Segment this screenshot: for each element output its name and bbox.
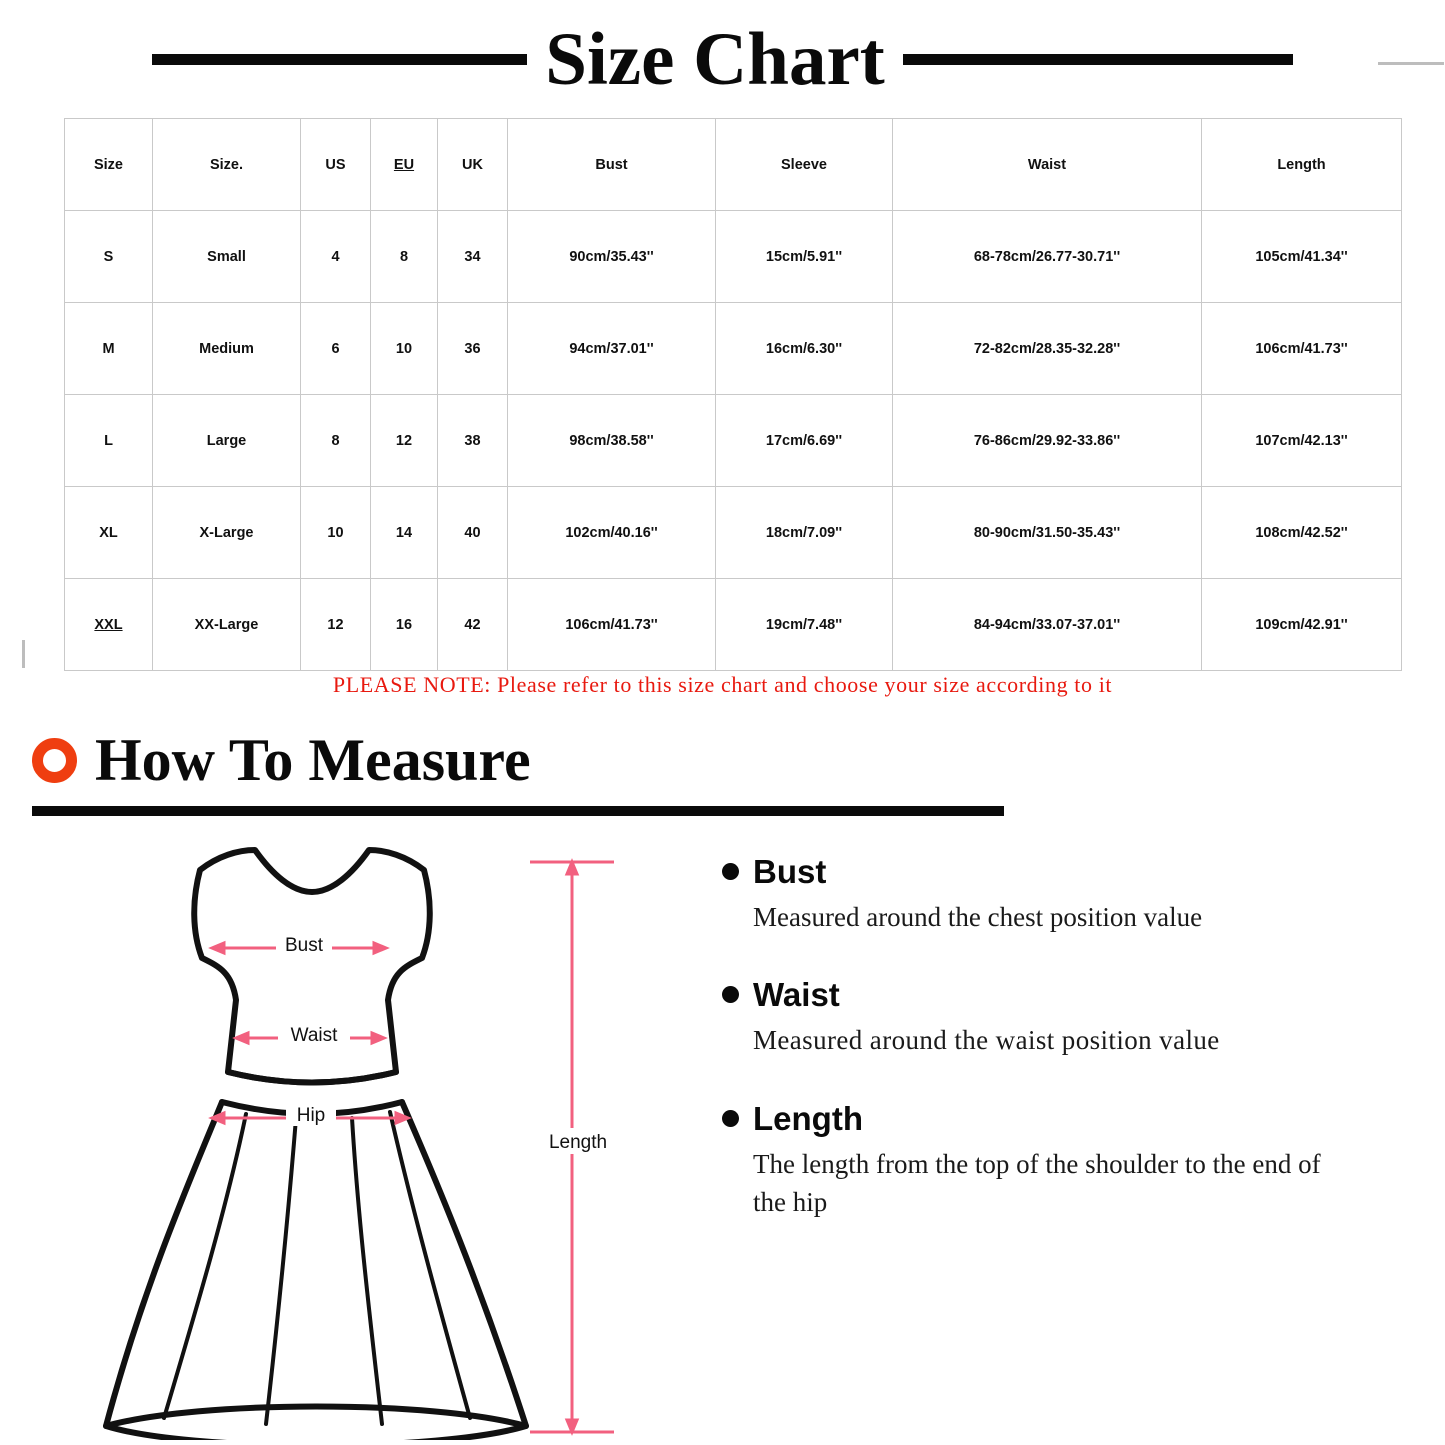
size-chart-table <box>64 118 1402 671</box>
page-title-row <box>0 18 1445 101</box>
diagram-label-hip: Hip <box>296 1105 326 1126</box>
cell-sleeve: 19cm/7.48'' <box>716 579 893 671</box>
cell-bust: 94cm/37.01'' <box>508 303 716 395</box>
how-to-measure-title: How To Measure <box>95 727 531 793</box>
dress-diagram <box>40 840 660 1440</box>
cell-size-name: Medium <box>153 303 301 395</box>
title-rule-left <box>152 54 527 65</box>
table-row <box>65 211 1402 303</box>
cell-uk: 40 <box>438 487 508 579</box>
cell-us: 10 <box>301 487 371 579</box>
definition-label: Waist <box>753 976 840 1014</box>
cell-length: 109cm/42.91'' <box>1202 579 1402 671</box>
diagram-label-length: Length <box>548 1132 608 1153</box>
cell-bust: 102cm/40.16'' <box>508 487 716 579</box>
cell-bust: 98cm/38.58'' <box>508 395 716 487</box>
table-row <box>65 303 1402 395</box>
cell-size: L <box>65 395 153 487</box>
cell-eu: 14 <box>371 487 438 579</box>
cell-size-name: Large <box>153 395 301 487</box>
cell-eu: 12 <box>371 395 438 487</box>
table-row <box>65 395 1402 487</box>
definition-label: Length <box>753 1099 863 1137</box>
cell-bust: 106cm/41.73'' <box>508 579 716 671</box>
cell-size: S <box>65 211 153 303</box>
cell-us: 6 <box>301 303 371 395</box>
cell-waist: 72-82cm/28.35-32.28'' <box>893 303 1202 395</box>
cell-eu: 10 <box>371 303 438 395</box>
cell-waist: 84-94cm/33.07-37.01'' <box>893 579 1202 671</box>
measure-definitions <box>722 855 1412 1263</box>
column-header-eu: EU <box>371 119 438 211</box>
cell-size-name: X-Large <box>153 487 301 579</box>
circle-icon <box>32 738 77 783</box>
cell-uk: 34 <box>438 211 508 303</box>
cell-size-name: Small <box>153 211 301 303</box>
definition-bust <box>722 855 1412 936</box>
bullet-icon <box>722 863 739 880</box>
cell-waist: 68-78cm/26.77-30.71'' <box>893 211 1202 303</box>
definition-waist <box>722 978 1412 1059</box>
cell-eu: 16 <box>371 579 438 671</box>
column-header-size: Size <box>65 119 153 211</box>
cell-size: XL <box>65 487 153 579</box>
scan-artifact <box>22 640 25 668</box>
cell-size-name: XX-Large <box>153 579 301 671</box>
table-row <box>65 487 1402 579</box>
cell-us: 4 <box>301 211 371 303</box>
cell-uk: 36 <box>438 303 508 395</box>
cell-uk: 42 <box>438 579 508 671</box>
definition-description: Measured around the chest position value <box>753 902 1203 932</box>
cell-eu: 8 <box>371 211 438 303</box>
diagram-label-waist: Waist <box>290 1025 338 1046</box>
cell-sleeve: 16cm/6.30'' <box>716 303 893 395</box>
cell-size: M <box>65 303 153 395</box>
table-header-row <box>65 119 1402 211</box>
cell-sleeve: 15cm/5.91'' <box>716 211 893 303</box>
table-row <box>65 579 1402 671</box>
title-rule-right <box>903 54 1293 65</box>
cell-sleeve: 18cm/7.09'' <box>716 487 893 579</box>
cell-length: 106cm/41.73'' <box>1202 303 1402 395</box>
cell-sleeve: 17cm/6.69'' <box>716 395 893 487</box>
bullet-icon <box>722 986 739 1003</box>
definition-description: Measured around the waist position value <box>753 1025 1220 1056</box>
cell-length: 108cm/42.52'' <box>1202 487 1402 579</box>
cell-waist: 76-86cm/29.92-33.86'' <box>893 395 1202 487</box>
cell-length: 105cm/41.34'' <box>1202 211 1402 303</box>
scan-artifact <box>1378 62 1444 65</box>
size-note: PLEASE NOTE: Please refer to this size chart and choose your size according to it <box>332 672 1113 697</box>
how-to-measure-heading-row <box>32 727 1032 793</box>
page-title: Size Chart <box>545 18 885 101</box>
cell-bust: 90cm/35.43'' <box>508 211 716 303</box>
size-chart-table-wrap <box>64 118 1381 671</box>
how-to-measure-rule <box>32 806 1004 816</box>
definition-length <box>722 1099 1412 1222</box>
how-to-measure-section <box>32 727 1032 816</box>
definition-description: The length from the top of the shoulder to the end of the hip <box>753 1148 1321 1217</box>
cell-size: XXL <box>65 579 153 671</box>
column-header-length: Length <box>1202 119 1402 211</box>
cell-us: 8 <box>301 395 371 487</box>
diagram-label-bust: Bust <box>284 935 324 956</box>
column-header-bust: Bust <box>508 119 716 211</box>
cell-us: 12 <box>301 579 371 671</box>
column-header-us: US <box>301 119 371 211</box>
column-header-size-name: Size. <box>153 119 301 211</box>
cell-length: 107cm/42.13'' <box>1202 395 1402 487</box>
column-header-uk: UK <box>438 119 508 211</box>
bullet-icon <box>722 1110 739 1127</box>
column-header-sleeve: Sleeve <box>716 119 893 211</box>
column-header-waist: Waist <box>893 119 1202 211</box>
cell-waist: 80-90cm/31.50-35.43'' <box>893 487 1202 579</box>
definition-label: Bust <box>753 853 827 890</box>
cell-uk: 38 <box>438 395 508 487</box>
